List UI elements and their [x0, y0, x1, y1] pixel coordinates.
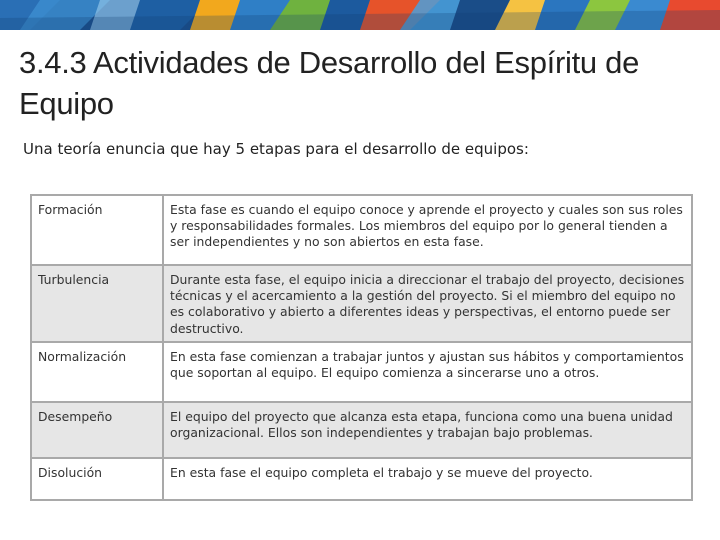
table-row — [31, 265, 692, 342]
slide-subtitle: Una teoría enuncia que hay 5 etapas para el desarrollo de equipos: — [23, 140, 529, 158]
table-row — [31, 402, 692, 458]
table-row — [31, 342, 692, 402]
table-row — [31, 458, 692, 500]
slide-title: 3.4.3 Actividades de Desarrollo del Espíritu de Equipo — [19, 45, 640, 121]
stage-description: En esta fase el equipo completa el trabajo y se mueve del proyecto. — [163, 458, 692, 500]
stage-name: Desempeño — [31, 402, 163, 458]
stage-description: Durante esta fase, el equipo inicia a direccionar el trabajo del proyecto, decisiones técnicas y el acercamiento a la gestión del proyecto. Si el miembro del equipo no es colaborativo y abierto a diferentes ideas y perspectivas, el entorno puede ser destructivo. — [163, 265, 692, 342]
stage-name: Disolución — [31, 458, 163, 500]
stage-name: Formación — [31, 195, 163, 265]
stage-description: En esta fase comienzan a trabajar juntos y ajustan sus hábitos y comportamientos que soportan al equipo. El equipo comienza a sincerarse uno a otros. — [163, 342, 692, 402]
stage-name: Turbulencia — [31, 265, 163, 342]
stage-description: Esta fase es cuando el equipo conoce y aprende el proyecto y cuales son sus roles y responsabilidades formales. Los miembros del equipo por lo general tienden a ser independientes y no son abiertos en esta fase. — [163, 195, 692, 265]
stage-description: El equipo del proyecto que alcanza esta etapa, funciona como una buena unidad organizacional. Ellos son independientes y trabajan bajo problemas. — [163, 402, 692, 458]
stage-name: Normalización — [31, 342, 163, 402]
header-banner — [0, 0, 720, 30]
table-row — [31, 195, 692, 265]
banner-pattern — [0, 0, 720, 30]
team-stages-table — [30, 194, 693, 501]
